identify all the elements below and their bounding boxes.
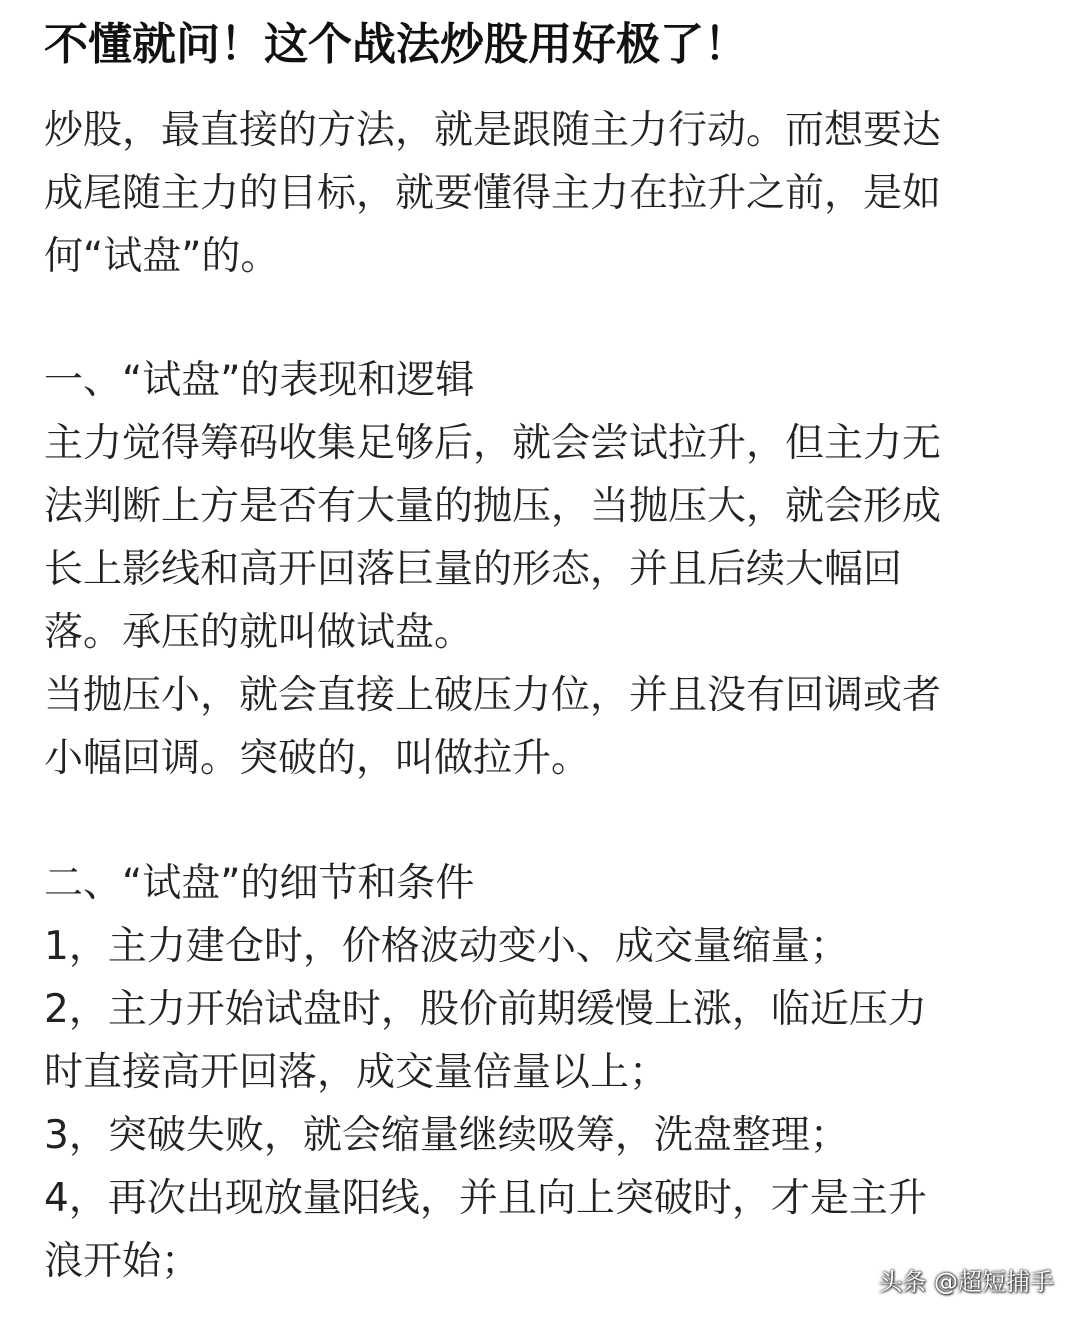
list-item-continuation: 浪开始； <box>44 1239 201 1284</box>
list-item-continuation: 时直接高开回落，成交量倍量以上； <box>44 1050 669 1095</box>
list-item: 1，主力建仓时，价格波动变小、成交量缩量； <box>44 924 849 969</box>
source-watermark: 头条 @超短捕手 <box>878 1268 1054 1296</box>
list-item: 2，主力开始试盘时，股价前期缓慢上涨，临近压力 <box>44 987 927 1032</box>
intro-paragraph <box>44 99 1044 288</box>
paragraph-line: 主力觉得筹码收集足够后，就会尝试拉升，但主力无 <box>44 421 942 466</box>
section-heading-text: 一、“试盘”的表现和逻辑 <box>44 358 475 403</box>
list-item: 3，突破失败，就会缩量继续吸筹，洗盘整理； <box>44 1113 849 1158</box>
paragraph-line: 长上影线和高开回落巨量的形态，并且后续大幅回 <box>44 547 903 592</box>
paragraph-line: 法判断上方是否有大量的抛压，当抛压大，就会形成 <box>44 484 942 529</box>
paragraph-line: 当抛压小，就会直接上破压力位，并且没有回调或者 <box>44 673 942 718</box>
section-2-heading <box>44 852 1044 915</box>
paragraph-line: 落。承压的就叫做试盘。 <box>44 610 474 655</box>
intro-line: 何“试盘”的。 <box>44 234 280 279</box>
section-2-list <box>44 915 1044 1293</box>
section-heading-text: 二、“试盘”的细节和条件 <box>44 861 475 906</box>
intro-line: 成尾随主力的目标，就要懂得主力在拉升之前，是如 <box>44 171 942 216</box>
section-1-heading <box>44 349 1044 412</box>
intro-line: 炒股，最直接的方法，就是跟随主力行动。而想要达 <box>44 108 942 153</box>
list-item: 4，再次出现放量阳线，并且向上突破时，才是主升 <box>44 1176 927 1221</box>
article-title: 不懂就问！这个战法炒股用好极了！ <box>44 19 748 70</box>
section-1-paragraph-1 <box>44 412 1044 664</box>
paragraph-line: 小幅回调。突破的，叫做拉升。 <box>44 736 591 781</box>
section-1-paragraph-2 <box>44 664 1044 790</box>
